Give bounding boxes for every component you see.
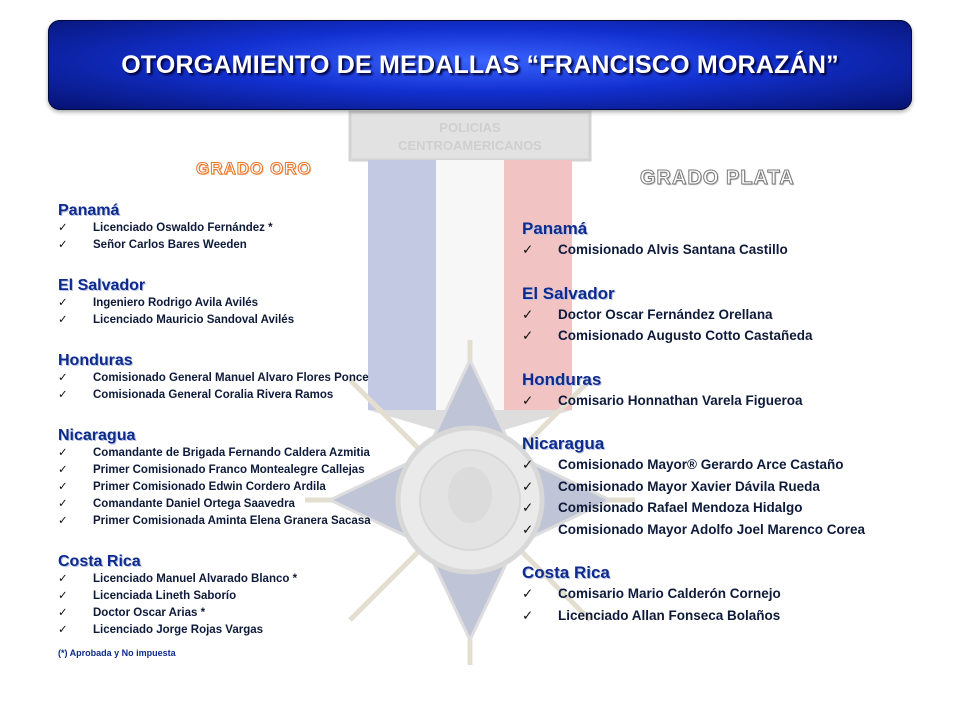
check-icon: ✓ — [58, 447, 68, 459]
check-icon: ✓ — [58, 464, 68, 476]
list-item: ✓ Comisionado Rafael Mendoza Hidalgo — [522, 497, 942, 519]
country-heading: Honduras — [58, 352, 133, 369]
grado-plata-list — [522, 218, 942, 648]
plata-group-el-salvador — [522, 283, 942, 347]
plata-group-costa-rica — [522, 562, 942, 626]
country-heading: Nicaragua — [58, 427, 136, 444]
list-item: ✓ Primer Comisionado Edwin Cordero Ardila — [58, 479, 458, 496]
list-item: ✓ Comisario Mario Calderón Cornejo — [522, 583, 942, 605]
check-icon: ✓ — [522, 521, 534, 537]
oro-group-honduras — [58, 351, 458, 404]
check-icon: ✓ — [522, 586, 534, 601]
check-icon: ✓ — [58, 481, 68, 493]
country-heading: Panamá — [58, 202, 120, 219]
check-icon: ✓ — [58, 389, 68, 401]
list-item: ✓ Licenciado Allan Fonseca Bolaños — [522, 605, 942, 627]
page-title: OTORGAMIENTO DE MEDALLAS “FRANCISCO MORAZÁN” — [121, 50, 839, 79]
list-item: ✓ Licenciado Jorge Rojas Vargas — [58, 622, 458, 639]
list-item: ✓ Primer Comisionado Franco Montealegre Callejas — [58, 462, 458, 479]
list-item: ✓ Comisionado Mayor Xavier Dávila Rueda — [522, 476, 942, 498]
check-icon: ✓ — [58, 607, 68, 619]
check-icon: ✓ — [522, 306, 534, 322]
grado-plata-heading: GRADO PLATA — [640, 167, 795, 189]
list-item: ✓ Licenciado Mauricio Sandoval Avilés — [58, 312, 458, 329]
list-item: ✓ Comisario Honnathan Varela Figueroa — [522, 390, 942, 412]
check-icon: ✓ — [58, 297, 68, 309]
check-icon: ✓ — [522, 242, 534, 257]
list-item: ✓ Comisionado Mayor® Gerardo Arce Castaño — [522, 454, 942, 476]
oro-group-panama — [58, 201, 458, 254]
check-icon: ✓ — [522, 457, 534, 472]
list-item: ✓ Primer Comisionada Aminta Elena Granera Sacasa — [58, 513, 458, 530]
country-heading: El Salvador — [522, 283, 615, 303]
check-icon: ✓ — [522, 392, 534, 408]
list-item: ✓ Licenciado Oswaldo Fernández * — [58, 220, 458, 237]
list-item: ✓ Comisionada General Coralia Rivera Ramos — [58, 387, 458, 404]
country-heading: Costa Rica — [58, 553, 141, 570]
list-item: ✓ Comisionado Mayor Adolfo Joel Marenco Corea — [522, 519, 942, 541]
check-icon: ✓ — [58, 624, 68, 636]
check-icon: ✓ — [58, 590, 68, 602]
list-item: ✓ Comandante Daniel Ortega Saavedra — [58, 496, 458, 513]
oro-group-nicaragua — [58, 426, 458, 530]
grado-oro-list — [58, 201, 458, 639]
plata-group-panama — [522, 218, 942, 261]
check-icon: ✓ — [58, 372, 68, 384]
list-item: ✓ Licenciada Lineth Saborío — [58, 588, 458, 605]
list-item: ✓ Doctor Oscar Fernández Orellana — [522, 304, 942, 326]
country-heading: Honduras — [522, 369, 602, 389]
check-icon: ✓ — [58, 498, 68, 510]
oro-group-costa-rica — [58, 552, 458, 639]
country-heading: Costa Rica — [522, 563, 610, 582]
medal-bar-text-top: POLICIAS — [439, 120, 501, 135]
grado-oro-heading: GRADO ORO — [196, 159, 312, 178]
oro-group-el-salvador — [58, 276, 458, 329]
plata-group-honduras — [522, 369, 942, 412]
check-icon: ✓ — [58, 239, 68, 251]
list-item: ✓ Comisionado Augusto Cotto Castañeda — [522, 325, 942, 347]
list-item: ✓ Señor Carlos Bares Weeden — [58, 237, 458, 254]
check-icon: ✓ — [522, 607, 534, 623]
list-item: ✓ Comisionado Alvis Santana Castillo — [522, 239, 942, 261]
list-item: ✓ Comisionado General Manuel Alvaro Flores Ponce — [58, 370, 458, 387]
footnote: (*) Aprobada y No impuesta — [58, 648, 176, 658]
check-icon: ✓ — [58, 515, 68, 527]
medal-bar-text-bottom: CENTROAMERICANOS — [398, 138, 542, 153]
country-heading: Panamá — [522, 219, 588, 238]
country-heading: El Salvador — [58, 277, 146, 294]
list-item: ✓ Licenciado Manuel Alvarado Blanco * — [58, 571, 458, 588]
title-banner — [48, 20, 912, 110]
check-icon: ✓ — [58, 314, 68, 326]
list-item: ✓ Doctor Oscar Arias * — [58, 605, 458, 622]
plata-group-nicaragua — [522, 433, 942, 540]
check-icon: ✓ — [58, 222, 68, 234]
check-icon: ✓ — [522, 478, 534, 494]
check-icon: ✓ — [522, 500, 534, 515]
list-item: ✓ Comandante de Brigada Fernando Caldera Azmitia — [58, 445, 458, 462]
country-heading: Nicaragua — [522, 434, 605, 453]
check-icon: ✓ — [58, 573, 68, 585]
check-icon: ✓ — [522, 328, 534, 343]
list-item: ✓ Ingeniero Rodrigo Avila Avilés — [58, 295, 458, 312]
